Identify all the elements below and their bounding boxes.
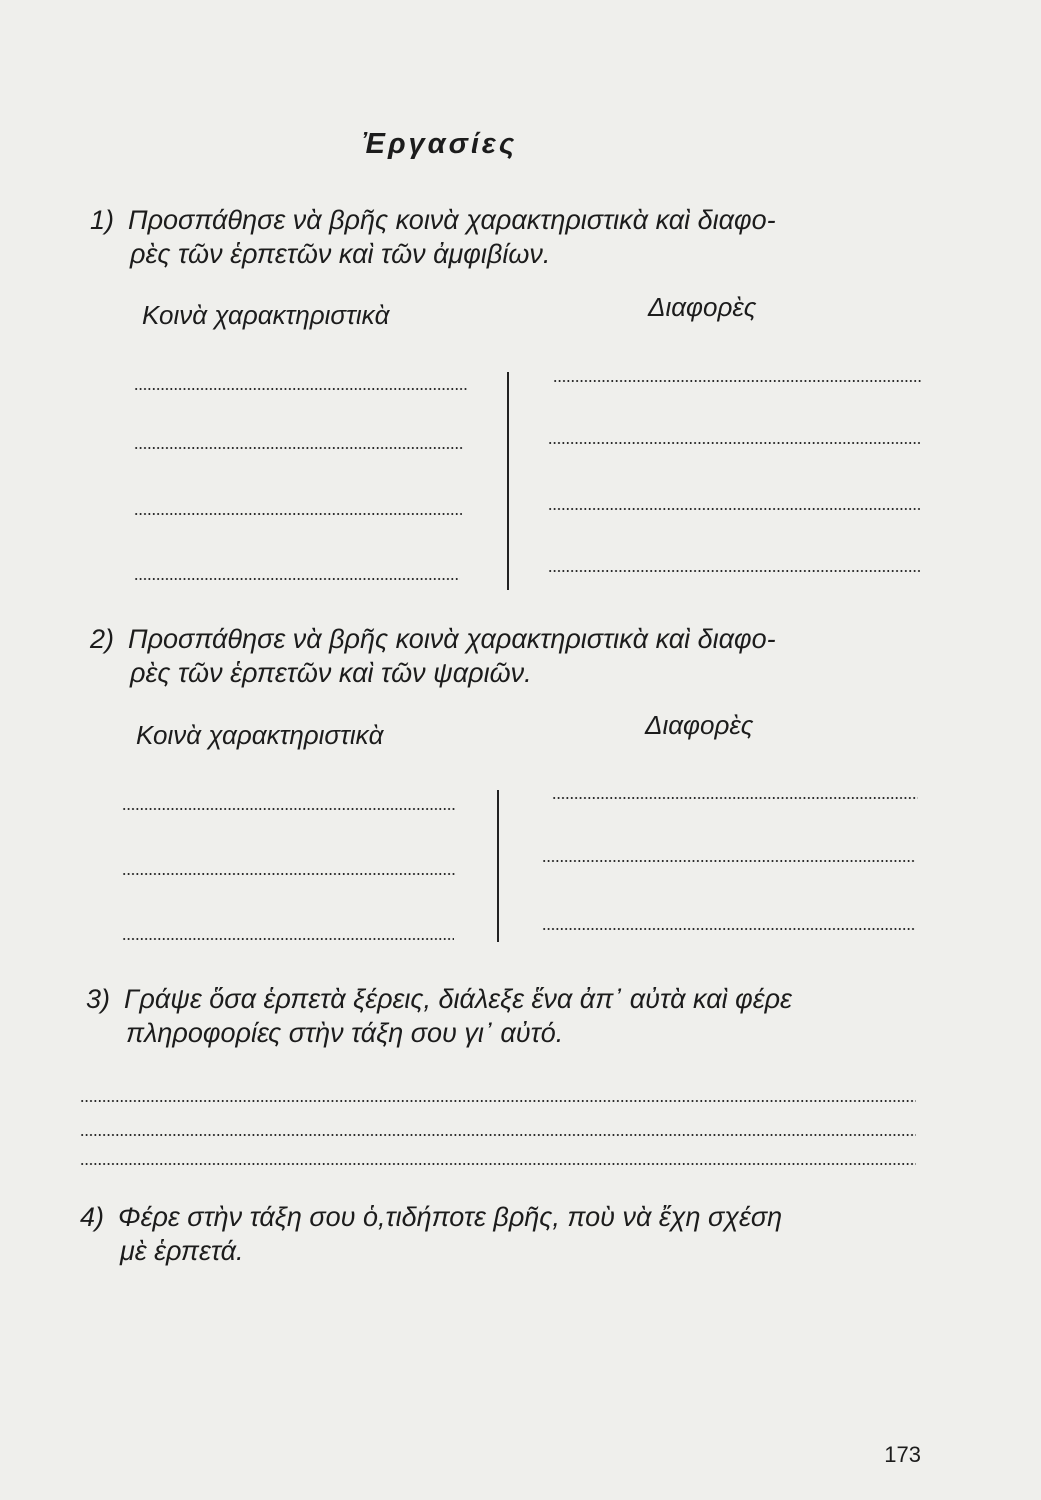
question-2-number: 2): [90, 624, 115, 654]
question-2: [90, 622, 970, 690]
q1-differences-header: Διαφορὲς: [648, 292, 757, 322]
question-4-text-line2: μὲ ἑρπετά.: [120, 1236, 244, 1266]
q2-answer-line-right[interactable]: [542, 860, 916, 862]
page-title: Ἐργασίες: [362, 128, 518, 160]
q2-answer-line-left[interactable]: [122, 938, 454, 940]
q1-common-header: Κοινὰ χαρακτηριστικὰ: [142, 300, 390, 330]
q2-common-header: Κοινὰ χαρακτηριστικὰ: [136, 720, 384, 750]
page-number: 173: [884, 1442, 921, 1467]
q2-answer-line-right[interactable]: [542, 928, 916, 930]
q3-answer-line[interactable]: [80, 1163, 916, 1165]
q1-answer-line-left[interactable]: [134, 513, 462, 515]
q1-answer-line-right[interactable]: [548, 508, 920, 510]
q1-answer-line-left[interactable]: [134, 447, 464, 449]
question-3-text-line2: πληροφορίες στὴν τάξη σου γι᾽ αὐτό.: [126, 1018, 564, 1048]
question-1: [90, 203, 970, 271]
question-2-text-line2: ρὲς τῶν ἑρπετῶν καὶ τῶν ψαριῶν.: [130, 658, 532, 688]
question-1-text-line2: ρὲς τῶν ἑρπετῶν καὶ τῶν ἀμφιβίων.: [130, 239, 551, 269]
q2-column-divider: [497, 790, 499, 942]
question-3-text-line1: Γράψε ὅσα ἑρπετὰ ξέρεις, διάλεξε ἕνα ἀπ᾽ αὐτὰ καὶ φέρε: [124, 984, 792, 1014]
q1-answer-line-right[interactable]: [548, 570, 920, 572]
q1-answer-line-left[interactable]: [134, 578, 460, 580]
question-4-text-line1: Φέρε στὴν τάξη σου ὁ,τιδήποτε βρῆς, ποὺ νὰ ἔχη σχέση: [118, 1202, 783, 1232]
question-3: [86, 982, 966, 1050]
question-2-text-line1: Προσπάθησε νὰ βρῆς κοινὰ χαρακτηριστικὰ καὶ διαφο-: [128, 624, 776, 654]
q3-answer-line[interactable]: [80, 1134, 916, 1136]
q1-answer-line-right[interactable]: [553, 380, 921, 382]
question-4-number: 4): [80, 1202, 105, 1232]
q1-answer-line-right[interactable]: [548, 442, 920, 444]
q2-answer-line-left[interactable]: [122, 873, 456, 875]
question-1-number: 1): [90, 205, 115, 235]
q2-answer-line-left[interactable]: [122, 808, 456, 810]
question-1-text-line1: Προσπάθησε νὰ βρῆς κοινὰ χαρακτηριστικὰ καὶ διαφο-: [128, 205, 776, 235]
q1-answer-line-left[interactable]: [134, 388, 468, 390]
q3-answer-line[interactable]: [80, 1100, 916, 1102]
question-3-number: 3): [86, 984, 111, 1014]
q2-answer-line-right[interactable]: [552, 797, 918, 799]
question-4: [80, 1200, 960, 1268]
q2-differences-header: Διαφορὲς: [645, 710, 754, 740]
q1-column-divider: [507, 372, 509, 590]
